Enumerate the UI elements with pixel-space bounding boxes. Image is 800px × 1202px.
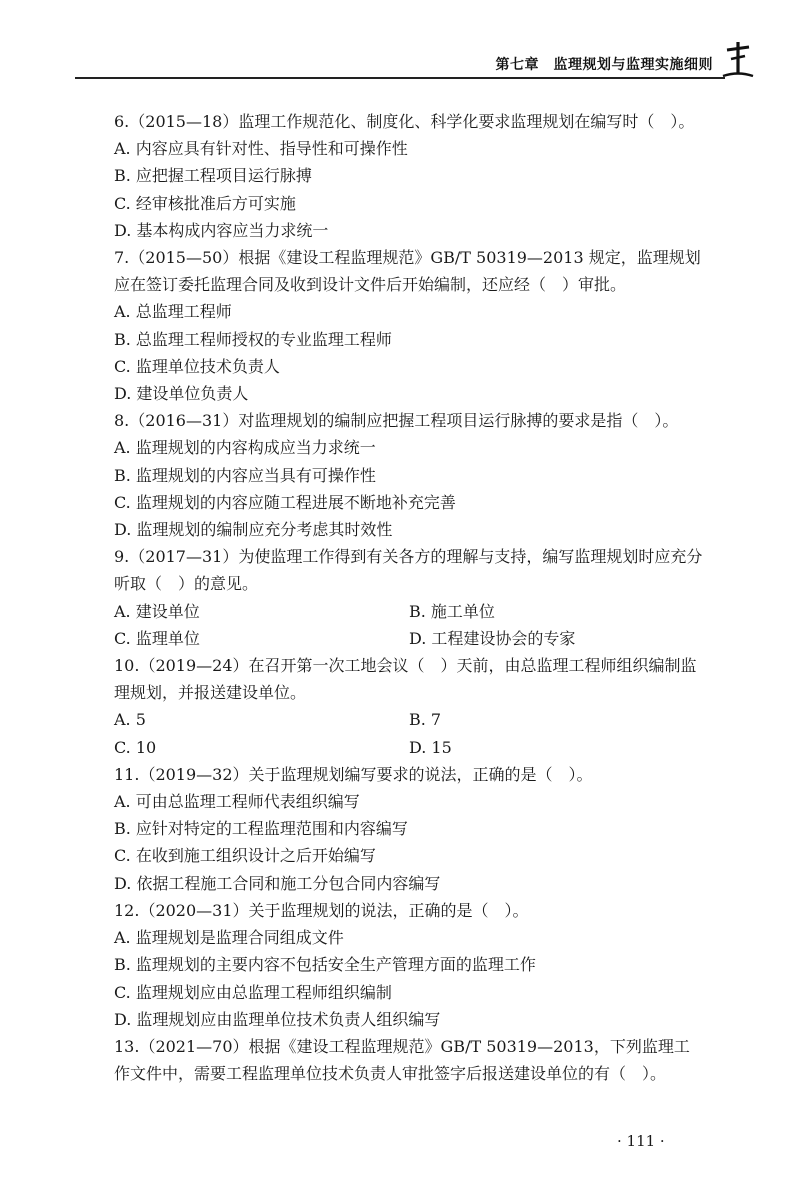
- question-list: [114, 108, 704, 1087]
- option-b: B. 总监理工程师授权的专业监理工程师: [114, 329, 392, 349]
- option-c: C. 在收到施工组织设计之后开始编写: [114, 846, 376, 866]
- question-12: [114, 897, 704, 1033]
- page-number: · 111 ·: [617, 1132, 665, 1150]
- question-stem: 7.（2015—50）根据《建设工程监理规范》GB/T 50319—2013 规定，监理规划应在签订委托监理合同及收到设计文件后开始编制，还应经（ ）审批。: [114, 248, 701, 295]
- option-d: D. 工程建设协会的专家: [409, 628, 576, 648]
- question-10: [114, 652, 704, 761]
- header-rule: [75, 77, 725, 79]
- question-stem: 11.（2019—32）关于监理规划编写要求的说法，正确的是（ ）。: [114, 764, 593, 784]
- option-d: D. 监理规划应由监理单位技术负责人组织编写: [114, 1009, 441, 1029]
- chapter-title: 第七章 监理规划与监理实施细则: [495, 57, 713, 73]
- question-stem: 8.（2016—31）对监理规划的编制应把握工程项目运行脉搏的要求是指（ ）。: [114, 411, 679, 431]
- option-b: B. 施工单位: [409, 601, 495, 621]
- decorative-signpost-icon: [721, 40, 755, 82]
- option-a: A. 内容应具有针对性、指导性和可操作性: [114, 139, 408, 159]
- option-c: C. 监理单位: [114, 628, 200, 648]
- option-a: A. 5: [114, 710, 146, 730]
- question-11: [114, 761, 704, 897]
- option-a: A. 总监理工程师: [114, 302, 232, 322]
- option-d: D. 建设单位负责人: [114, 384, 249, 404]
- question-13: [114, 1033, 704, 1087]
- option-c: C. 经审核批准后方可实施: [114, 193, 296, 213]
- option-b: B. 监理规划的主要内容不包括安全生产管理方面的监理工作: [114, 955, 536, 975]
- question-stem: 10.（2019—24）在召开第一次工地会议（ ）天前，由总监理工程师组织编制监理规划，并报送建设单位。: [114, 656, 697, 703]
- option-b: B. 7: [409, 710, 442, 730]
- option-d: D. 基本构成内容应当力求统一: [114, 220, 329, 240]
- option-a: A. 建设单位: [114, 601, 200, 621]
- question-6: [114, 108, 704, 244]
- question-9: [114, 543, 704, 652]
- option-c: C. 监理规划的内容应随工程进展不断地补充完善: [114, 492, 456, 512]
- option-c: C. 10: [114, 737, 157, 757]
- option-b: B. 监理规划的内容应当具有可操作性: [114, 465, 376, 485]
- option-a: A. 监理规划的内容构成应当力求统一: [114, 438, 376, 458]
- option-b: B. 应把握工程项目运行脉搏: [114, 166, 312, 186]
- option-c: C. 监理单位技术负责人: [114, 356, 280, 376]
- option-row: [114, 625, 704, 652]
- option-row: [114, 598, 704, 625]
- option-d: D. 15: [409, 737, 452, 757]
- option-a: A. 可由总监理工程师代表组织编写: [114, 792, 360, 812]
- option-d: D. 依据工程施工合同和施工分包合同内容编写: [114, 873, 441, 893]
- option-d: D. 监理规划的编制应充分考虑其时效性: [114, 520, 393, 540]
- question-stem: 6.（2015—18）监理工作规范化、制度化、科学化要求监理规划在编写时（ ）。: [114, 112, 695, 131]
- question-stem: 13.（2021—70）根据《建设工程监理规范》GB/T 50319—2013，下列监理工作文件中，需要工程监理单位技术负责人审批签字后报送建设单位的有（ ）。: [114, 1036, 690, 1084]
- question-8: [114, 407, 704, 543]
- question-7: [114, 244, 704, 407]
- option-row: [114, 706, 704, 733]
- option-row: [114, 734, 704, 761]
- option-b: B. 应针对特定的工程监理范围和内容编写: [114, 819, 408, 839]
- question-stem: 12.（2020—31）关于监理规划的说法，正确的是（ ）。: [114, 900, 529, 920]
- page-header: [75, 52, 755, 78]
- question-stem: 9.（2017—31）为使监理工作得到有关各方的理解与支持，编写监理规划时应充分听取（ ）的意见。: [114, 547, 703, 594]
- option-a: A. 监理规划是监理合同组成文件: [114, 928, 344, 948]
- option-c: C. 监理规划应由总监理工程师组织编制: [114, 982, 392, 1002]
